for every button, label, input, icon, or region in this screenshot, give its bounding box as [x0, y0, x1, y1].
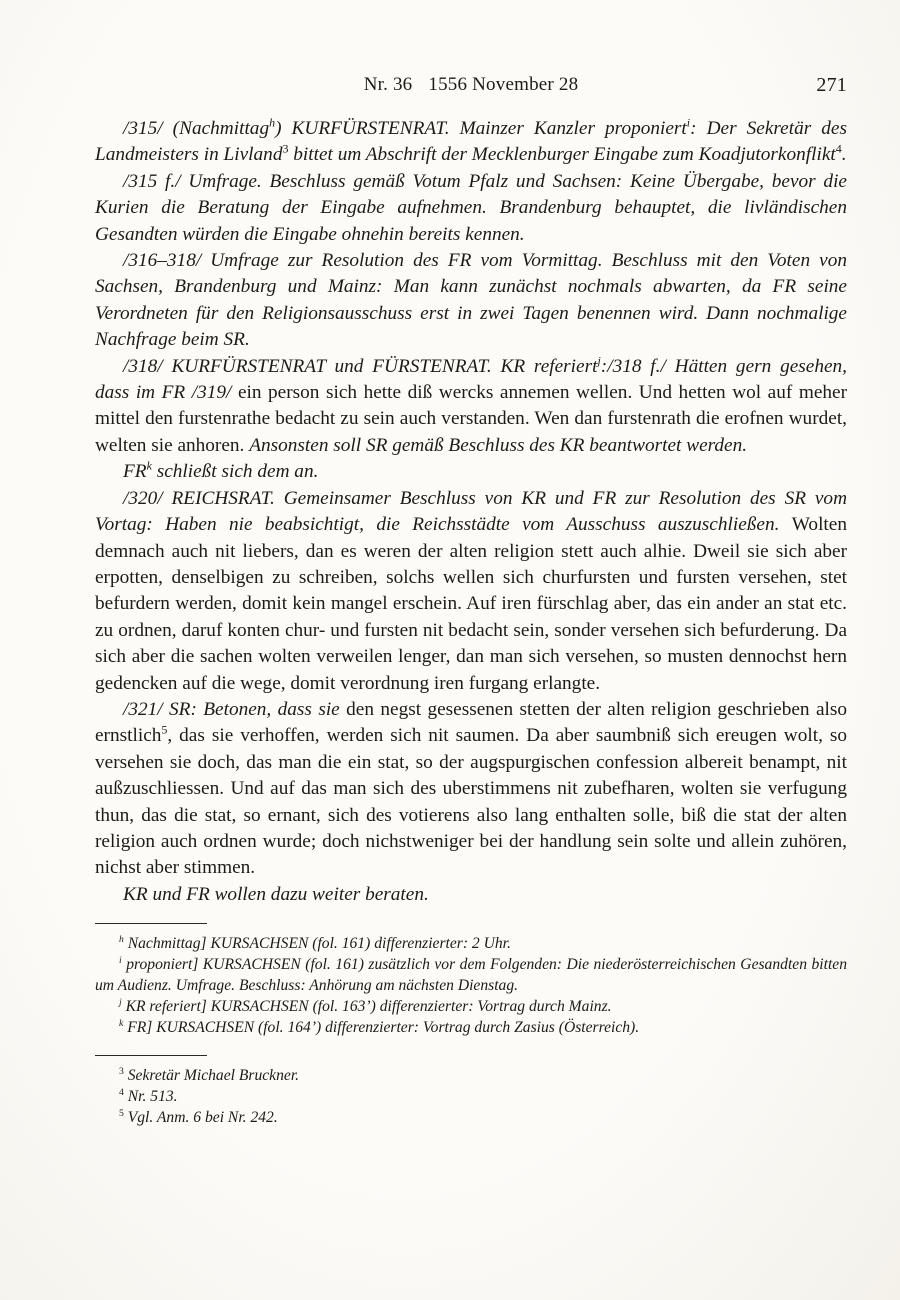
- text-segment: den negst gesessenen stetten der alten religion geschrieben also ernstlich: [95, 698, 847, 747]
- text-segment: KR und FR wollen dazu weiter beraten.: [123, 883, 429, 905]
- footnote: [95, 1065, 847, 1086]
- footnote-reference-marker: k: [146, 458, 152, 473]
- paragraph: [95, 169, 847, 248]
- text-segment: /320/ REICHSRAT. Gemeinsamer Beschluss von KR und FR zur Resolution des SR vom Vortag: Haben nie beabsichtigt, die Reichsstädte vom Ausschuss auszuschließen.: [95, 487, 847, 536]
- text-segment: /315 f./ Umfrage. Beschluss gemäß Votum Pfalz und Sachsen: Keine Übergabe, bevor die Kurien die Beratung der Eingabe aufnehmen. Brandenburg behauptet, die livländischen Gesandten würden die Eingabe ohnehin bereits kennen.: [95, 170, 847, 245]
- footnote-reference-marker: 3: [282, 141, 289, 156]
- footnote: [95, 1107, 847, 1128]
- paragraph: [95, 486, 847, 697]
- paragraph: [95, 116, 847, 169]
- footnote: [95, 954, 847, 996]
- footnote: [95, 1086, 847, 1107]
- footnote: [95, 996, 847, 1017]
- paragraph: [95, 248, 847, 354]
- page-header: [95, 74, 847, 96]
- running-title-number: Nr. 36: [363, 74, 413, 95]
- text-segment: proponiert] KURSACHSEN (fol. 161) zusätzlich vor dem Folgenden: Die niederösterreichischen Gesandten bitten um Audienz. Umfrage. Beschluss: Anhörung am nächsten Dienstag.: [95, 956, 848, 995]
- text-segment: : Der Sekretär des Landmeisters in Livland: [95, 118, 847, 166]
- letter-footnotes: [95, 933, 847, 1038]
- footnote-marker: j: [119, 997, 122, 1008]
- text-segment: , das sie verhoffen, werden sich nit saumen. Da aber saumbniß sich ereugen wolt, so versehen sie doch, das man die ein stat, so der augspurgischen confession albereit benampt, nit außzuschliessen. Und auf das man sich des uberstimmens nit zubefharen, wolten sie verfugung thun, das die stat, so ernant, sich des votierens also lang enthalten solle, biß die stat der alten religion auch ordnen wurde; doch nichstweniger bei der handlung sein solte und allein zuhören, nichst aber stimmen.: [95, 725, 847, 879]
- text-segment: schließt sich dem an.: [151, 461, 319, 483]
- text-segment: /318/ KURFÜRSTENRAT und FÜRSTENRAT. KR referiert: [123, 355, 598, 377]
- text-segment: Wolten demnach auch nit liebers, dan es weren der alten religion stett auch alhie. Dweil sie sich aber erpotten, denselbigen zu schreiben, solchs wellen sich churfursten und fursten versehen, stet befurdern werden, domit kein mangel erschein. Auf iren fürschlag aber, das ein ander an stat etc. zu ordnen, daruf konten chur- und fursten nit bedacht sein, sonder versehen sich befurderung. Da sich aber die sachen wolten verweilen lenger, dan man sich versehen, so musten dennochst hern gedencken auf die wege, domit verordnung iren furgang erlangte.: [95, 514, 847, 694]
- footnote-marker: k: [119, 1018, 124, 1029]
- footnote-separator: [95, 923, 207, 924]
- footnote-reference-marker: 5: [161, 722, 168, 737]
- main-text: [95, 116, 847, 908]
- footnote-reference-marker: j: [597, 353, 601, 368]
- footnote-marker: 4: [119, 1087, 124, 1098]
- running-title-date: 1556 November 28: [428, 74, 579, 95]
- text-segment: ein person sich hette diß wercks annemen wellen. Und hetten wol auf meher mittel den furstenrathe bedacht zu sein auch verstanden. Wen dan furstenrath die erofnen wurdet, welten sie anhoren.: [95, 382, 848, 456]
- text-segment: Sekretär Michael Bruckner.: [127, 1067, 300, 1085]
- text-segment: Nachmittag] KURSACHSEN (fol. 161) differenzierter: 2 Uhr.: [127, 935, 511, 953]
- footnote-marker: i: [119, 955, 122, 966]
- footnote-marker: 3: [119, 1066, 124, 1077]
- text-segment: /321/ SR: Betonen, dass sie: [123, 698, 347, 720]
- text-segment: Ansonsten soll SR gemäß Beschluss des KR beantwortet werden.: [249, 434, 748, 456]
- footnote: [95, 933, 847, 954]
- footnote-reference-marker: h: [269, 115, 276, 130]
- text-segment: /315/ (Nachmittag: [123, 118, 270, 139]
- paragraph: [95, 882, 847, 908]
- footnote-reference-marker: 4: [835, 141, 842, 156]
- text-segment: bittet um Abschrift der Mecklenburger Eingabe zum Koadjutorkonflikt: [288, 144, 836, 166]
- paragraph: [95, 697, 847, 882]
- number-footnotes: [95, 1065, 847, 1128]
- page-number: 271: [816, 74, 847, 96]
- text-segment: FR: [123, 461, 147, 483]
- text-segment: KR referiert] KURSACHSEN (fol. 163’) differenzierter: Vortrag durch Mainz.: [125, 998, 612, 1016]
- text-segment: ) KURFÜRSTENRAT. Mainzer Kanzler proponiert: [275, 118, 687, 139]
- footnote: [95, 1017, 847, 1038]
- footnote-marker: 5: [119, 1108, 124, 1119]
- footnote-marker: h: [119, 934, 124, 945]
- footnote-separator-2: [95, 1055, 207, 1056]
- text-segment: Nr. 513.: [127, 1088, 178, 1106]
- text-segment: /316–318/ Umfrage zur Resolution des FR vom Vormittag. Beschluss mit den Voten von Sachsen, Brandenburg und Mainz: Man kann zunächst nochmals abwarten, da FR seine Verordneten für den Religionsausschuss erst in zwei Tagen benennen wird. Dann nochmalige Nachfrage beim SR.: [95, 250, 847, 351]
- footnote-reference-marker: i: [686, 115, 691, 130]
- text-segment: Vgl. Anm. 6 bei Nr. 242.: [127, 1109, 278, 1127]
- paragraph: [95, 354, 847, 460]
- text-segment: .: [841, 144, 847, 166]
- text-segment: FR] KURSACHSEN (fol. 164’) differenzierter: Vortrag durch Zasius (Österreich).: [127, 1019, 640, 1037]
- paragraph: [95, 459, 847, 485]
- text-segment: :/318 f./ Hätten gern gesehen, dass im FR /319/: [95, 355, 847, 404]
